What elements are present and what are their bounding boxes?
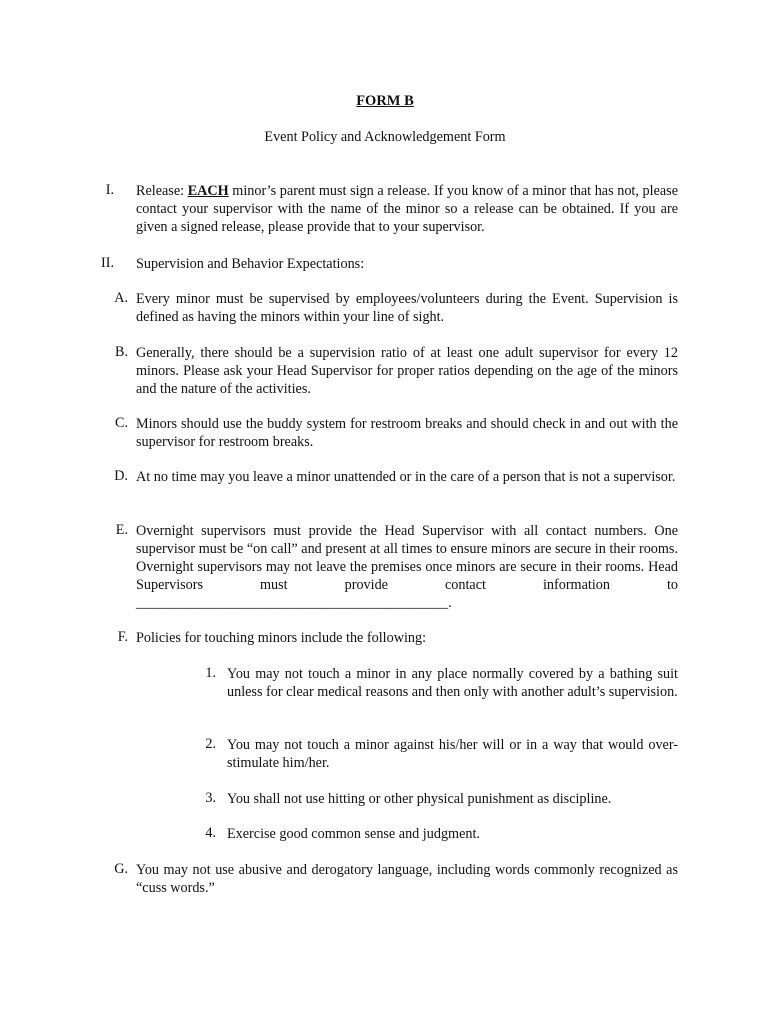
item-text: Generally, there should be a supervision ratio of at least one adult supervisor for every 12 minors. Please ask your Head Supervisor for proper ratios depending on the age of the minors and the nature of the activities. [136,345,678,397]
form-subtitle: Event Policy and Acknowledgement Form [264,129,506,145]
item-letter: F. [117,629,128,645]
item-text: Policies for touching minors include the following: [136,630,427,646]
supervision-heading: Supervision and Behavior Expectations: [136,256,365,272]
form-title: FORM B [356,93,414,109]
release-rest: minor’s parent must sign a release. If you know of a minor that has not, please contact your supervisor with the name of the minor so a release can be obtained. If you are given a signed release, please provide that to your supervisor. [136,183,678,235]
section-numeral: I. [105,182,114,198]
item-text: At no time may you leave a minor unattended or in the care of a person that is not a supervisor. [136,469,676,485]
item-text: You may not touch a minor against his/her will or in a way that would over-stimulate him/her. [227,737,678,771]
contact-blank-line: ____________________________________________. [136,595,452,611]
item-number: 2. [205,736,216,752]
item-number: 1. [205,665,216,681]
item-text: Minors should use the buddy system for restroom breaks and should check in and out with the supervisor for restroom breaks. [136,416,678,450]
item-letter: B. [114,344,128,360]
item-text: You shall not use hitting or other physical punishment as discipline. [227,791,612,807]
item-text: Every minor must be supervised by employees/volunteers during the Event. Supervision is defined as having the minors within your line of sight. [136,291,678,325]
release-emphasis: EACH [187,183,229,199]
section-numeral: II. [101,255,114,271]
item-text: Overnight supervisors must provide the Head Supervisor with all contact numbers. One supervisor must be “on call” and present at all times to ensure minors are secure in their rooms. Overnight supervisors may not leave the premises once minors are secure in their rooms. Head Supervisors must provide contact information to [136,523,678,593]
release-prefix: Release: [136,183,188,199]
item-text: You may not touch a minor in any place normally covered by a bathing suit unless for clear medical reasons and then only with another adult’s supervision. [227,666,678,700]
item-text: Exercise good common sense and judgment. [227,826,480,842]
item-number: 3. [205,790,216,806]
item-letter: D. [114,468,128,484]
item-letter: E. [115,522,128,538]
item-letter: C. [114,415,128,431]
item-text: You may not use abusive and derogatory language, including words commonly recognized as “cuss words.” [136,862,678,896]
item-letter: G. [114,861,128,877]
item-number: 4. [205,825,216,841]
item-letter: A. [114,290,128,306]
release-text [136,182,678,236]
